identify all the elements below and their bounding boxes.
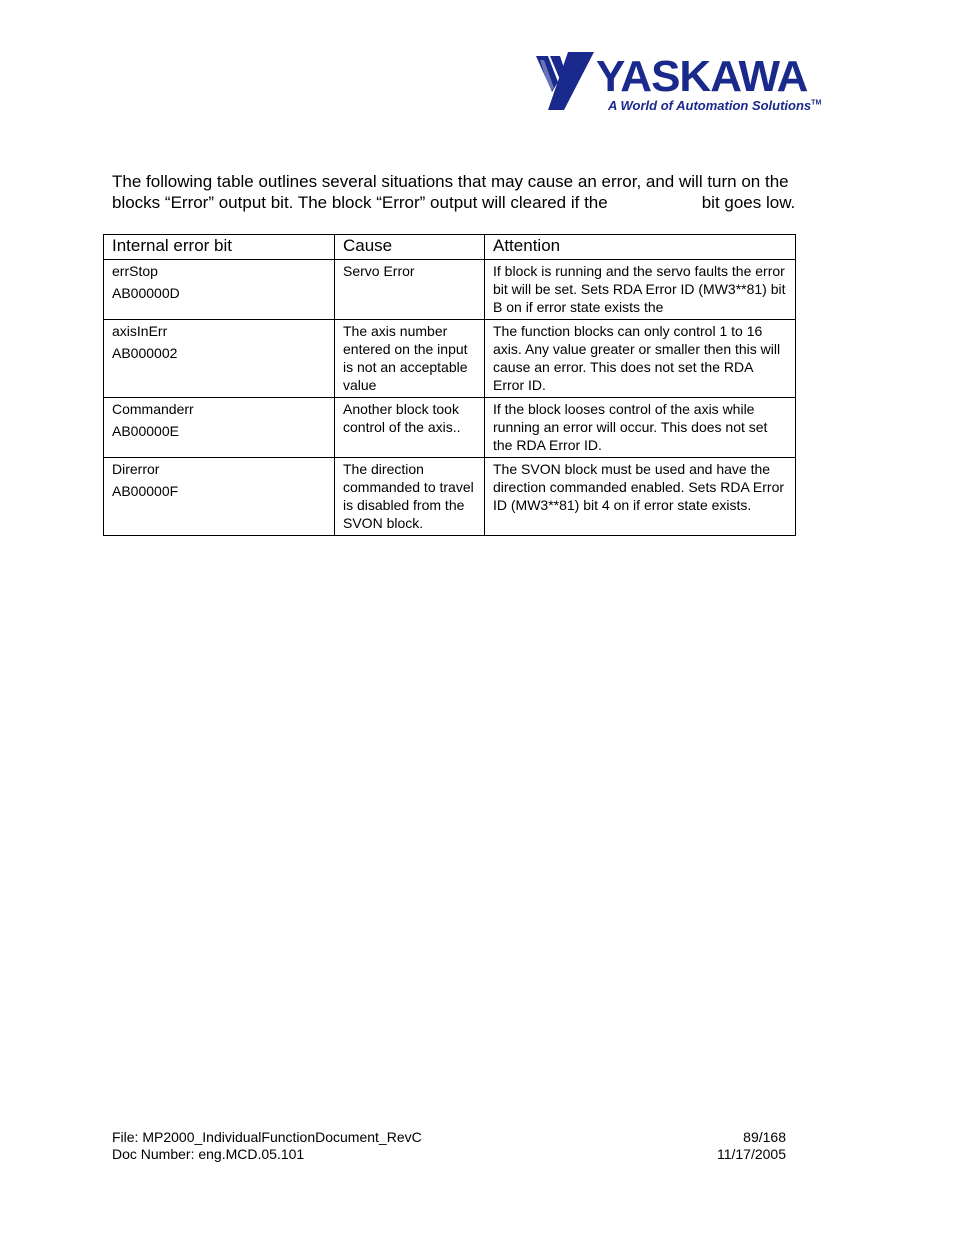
company-logo — [534, 52, 824, 114]
attention-text: If block is running and the servo faults the error bit will be set. Sets RDA Error ID (MW3**81) bit B on if error state exists the — [493, 263, 786, 315]
footer-file: File: MP2000_IndividualFunctionDocument_RevC — [112, 1129, 422, 1145]
cause-cell: Another block took control of the axis.. — [335, 398, 485, 458]
bit-name: Direrror — [112, 461, 160, 477]
brand-wordmark: YASKAWA — [596, 52, 808, 101]
attention-cell: The SVON block must be used and have the direction commanded enabled. Sets RDA Error ID (MW3**81) bit 4 on if error state exists. — [485, 458, 796, 536]
table-row — [104, 260, 796, 320]
column-header-bit: Internal error bit — [104, 235, 335, 260]
footer-doc-number: Doc Number: eng.MCD.05.101 — [112, 1146, 305, 1162]
column-header-attention: Attention — [485, 235, 796, 260]
footer-page-number: 89/168 — [743, 1129, 786, 1145]
intro-text-part2: bit goes low. — [701, 193, 796, 212]
bit-address: AB00000D — [112, 285, 180, 301]
attention-cell — [485, 260, 796, 320]
bit-cell — [104, 398, 335, 458]
intro-paragraph — [112, 171, 832, 213]
cause-cell: Servo Error — [335, 260, 485, 320]
error-table — [103, 234, 796, 536]
bit-cell — [104, 320, 335, 398]
bit-cell — [104, 458, 335, 536]
column-header-cause: Cause — [335, 235, 485, 260]
cause-cell: The axis number entered on the input is not an acceptable value — [335, 320, 485, 398]
table-row — [104, 320, 796, 398]
footer-date: 11/17/2005 — [716, 1146, 786, 1162]
footer-row-2 — [112, 1146, 786, 1163]
bit-cell — [104, 260, 335, 320]
yaskawa-logo-mark-icon — [534, 52, 598, 112]
attention-cell: If the block looses control of the axis while running an error will occur. This does not set the RDA Error ID. — [485, 398, 796, 458]
bit-name: axisInErr — [112, 323, 168, 339]
attention-cell: The function blocks can only control 1 to 16 axis. Any value greater or smaller then this will cause an error. This does not set the RDA Error ID. — [485, 320, 796, 398]
footer-row-1 — [112, 1129, 786, 1146]
brand-tagline: A World of Automation Solutions™ — [608, 98, 822, 113]
cause-cell: The direction commanded to travel is disabled from the SVON block. — [335, 458, 485, 536]
bit-name: errStop — [112, 263, 158, 279]
bit-name: Commanderr — [112, 401, 194, 417]
bit-address: AB000002 — [112, 345, 178, 361]
table-header-row — [104, 235, 796, 260]
bit-address: AB00000F — [112, 483, 179, 499]
intro-text-part1: The following table outlines several situations that may cause an error, and will turn on the blocks “Error” output bit. The block “Error” output will cleared if the — [112, 172, 789, 212]
bit-address: AB00000E — [112, 423, 179, 439]
page-footer — [112, 1129, 786, 1163]
table-row — [104, 458, 796, 536]
table-row — [104, 398, 796, 458]
